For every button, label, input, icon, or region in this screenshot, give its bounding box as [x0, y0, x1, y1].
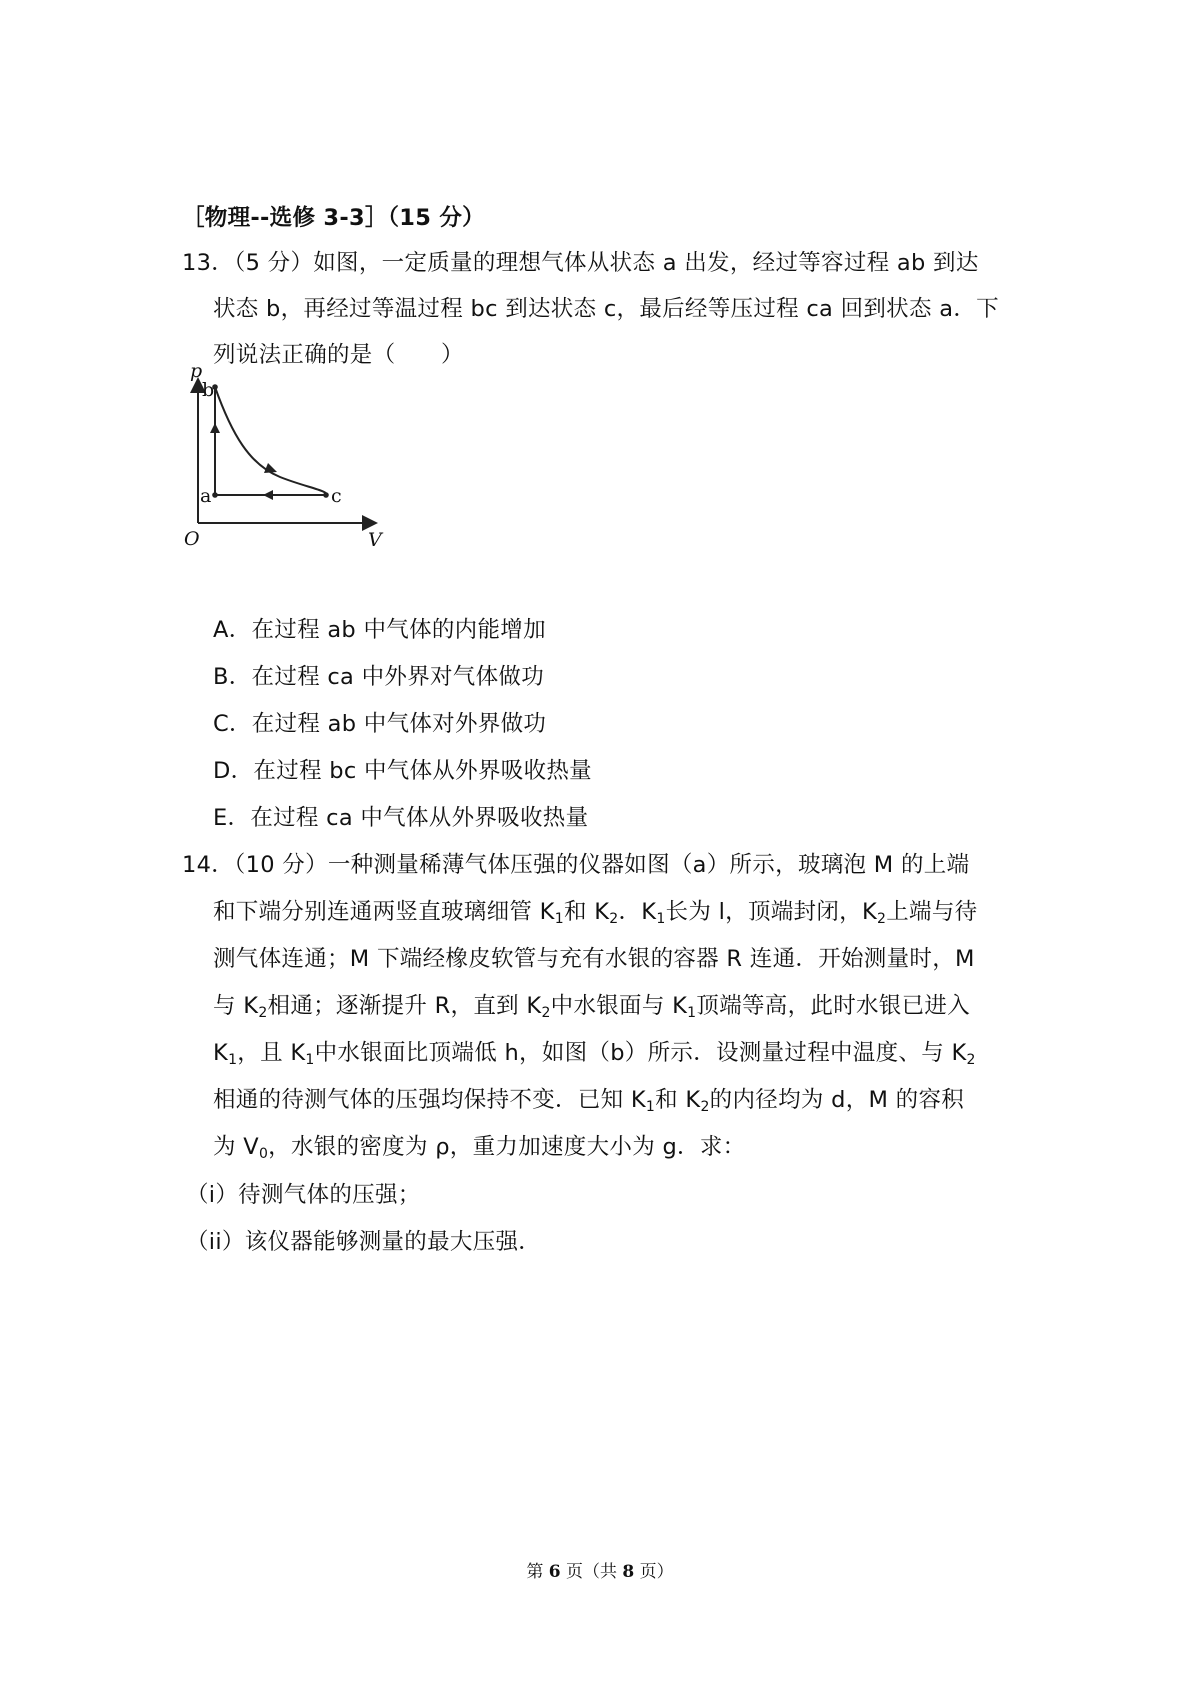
- p-axis-label: p: [190, 360, 203, 382]
- page-footer: 第 6 页（共 8 页）: [526, 1562, 674, 1582]
- process-ab-arrow: [210, 423, 220, 433]
- question-13-text-line-1: 13．（5 分）如图，一定质量的理想气体从状态 a 出发，经过等容过程 ab 到达: [182, 250, 979, 276]
- question-14-text-line-5: $K_1$，且 $K_1$中水银面比顶端低 h，如图（b）所示．设测量过程中温度、与 $K_2$: [213, 1040, 976, 1068]
- question-14-text-line-4: 与 $K_2$相通；逐渐提升 R，直到 $K_2$中水银面与 $K_1$顶端等高，此时水银已进入: [213, 993, 970, 1021]
- total-page-count: 8: [622, 1562, 635, 1582]
- point-a-label: a: [200, 485, 212, 507]
- option-e: E．在过程 ca 中气体从外界吸收热量: [213, 805, 589, 831]
- state-point-c: [323, 492, 329, 498]
- process-ca-arrow: [263, 490, 273, 500]
- current-page-number: 6: [548, 1562, 561, 1582]
- option-d: D．在过程 bc 中气体从外界吸收热量: [213, 758, 592, 784]
- point-c-label: c: [331, 485, 342, 507]
- origin-label: O: [184, 528, 200, 550]
- v-axis-label: V: [368, 529, 382, 551]
- option-b: B．在过程 ca 中外界对气体做功: [213, 664, 544, 690]
- sub-question-ii: （ii）该仪器能够测量的最大压强．: [186, 1229, 542, 1255]
- question-13-text-line-2: 状态 b，再经过等温过程 bc 到达状态 c，最后经等压过程 ca 回到状态 a．下: [213, 296, 999, 322]
- section-heading: ［物理--选修 3-3］（15 分）: [182, 205, 485, 231]
- question-14-text-line-6: 相通的待测气体的压强均保持不变．已知 $K_1$和 $K_2$的内径均为 d，M 的容积: [213, 1087, 965, 1115]
- point-b-label: b: [202, 379, 215, 401]
- process-bc-arrow: [264, 463, 277, 473]
- question-14-text-line-1: 14．（10 分）一种测量稀薄气体压强的仪器如图（a）所示，玻璃泡 M 的上端: [182, 852, 970, 878]
- question-14-text-line-3: 测气体连通；M 下端经橡皮软管与充有水银的容器 R 连通．开始测量时，M: [213, 946, 975, 972]
- question-13-text-line-3: 列说法正确的是（ ）: [213, 342, 464, 368]
- state-point-a: [212, 492, 218, 498]
- question-14-text-line-7: 为 $V_0$，水银的密度为 ρ，重力加速度大小为 g．求：: [213, 1134, 746, 1162]
- pv-diagram: [180, 360, 400, 595]
- option-c: C．在过程 ab 中气体对外界做功: [213, 711, 547, 737]
- option-a: A．在过程 ab 中气体的内能增加: [213, 617, 546, 643]
- question-14-text-line-2: 和下端分别连通两竖直玻璃细管 $K_1$和 $K_2$．$K_1$长为 l，顶端封闭，$K_2$上端与待: [213, 899, 978, 927]
- sub-question-i: （i）待测气体的压强；: [186, 1182, 421, 1208]
- process-bc-curve: [215, 387, 326, 495]
